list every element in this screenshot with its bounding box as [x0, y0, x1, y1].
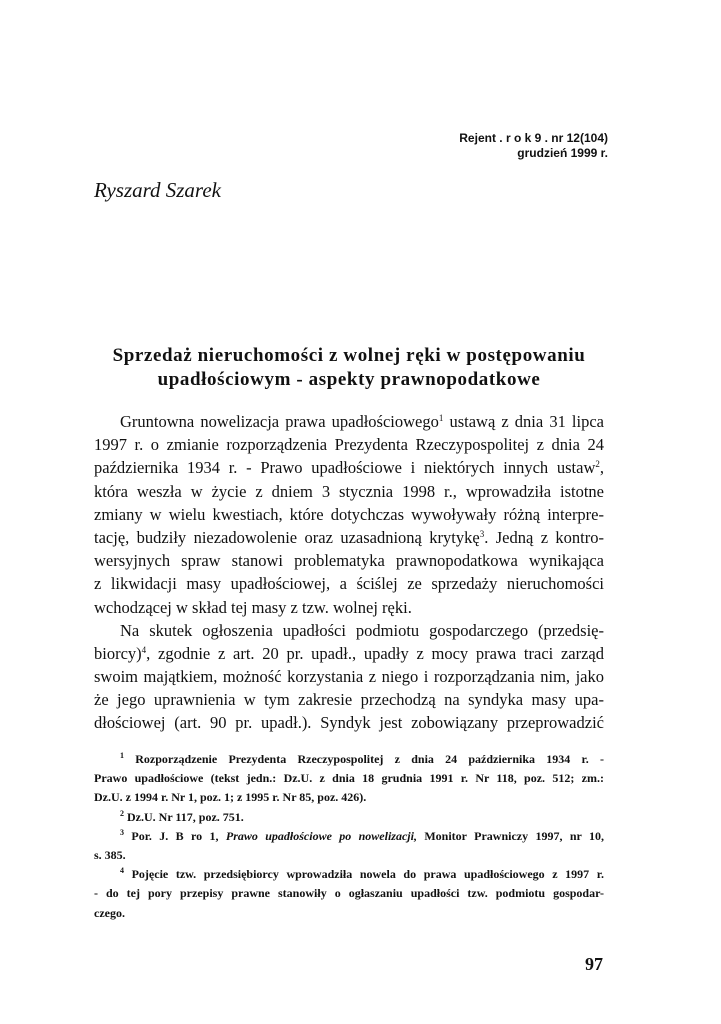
body-line: że jego uprawnienia w tym zakresie przechodzą na syndyka masy upa- — [94, 690, 604, 710]
body-line: Gruntowna nowelizacja prawa upadłościowego$^1$ ustawą z dnia 31 lipca — [120, 412, 604, 431]
page-number: 97 — [585, 954, 603, 974]
body-line: biorcy)$^4$, zgodnie z art. 20 pr. upadł., upadły z mocy prawa traci zarząd — [94, 643, 604, 663]
title-line-2: upadłościowym - aspekty prawnopodatkowe — [157, 369, 541, 390]
article-title — [94, 344, 604, 392]
footnote-line: s. 385. — [94, 847, 126, 862]
footnote-line: - do tej pory przepisy prawne stanowiły o ogłaszaniu upadłości tzw. podmiotu gospodar- — [94, 886, 604, 901]
footnote-2: $^2$ Dz.U. Nr 117, poz. 751. — [120, 808, 244, 824]
title-line-1: Sprzedaż nieruchomości z wolnej ręki w postępowaniu — [112, 345, 586, 366]
body-line: zmiany w wielu kwestiach, które dotychczas wywoływały różną interpre- — [94, 504, 604, 524]
body-line: która weszła w życie z dniem 3 stycznia 1998 r., wprowadziła istotne — [94, 481, 604, 501]
footnote-line: Dz.U. z 1994 r. Nr 1, poz. 1; z 1995 r. Nr 85, poz. 426). — [94, 790, 367, 805]
body-line: października 1934 r. - Prawo upadłościowe i niektórych innych ustaw$^2$, — [94, 458, 604, 478]
body-line: swoim majątkiem, możność korzystania z niego i rozporządzania nim, jako — [94, 667, 604, 687]
body-line: Na skutek ogłoszenia upadłości podmiotu gospodarczego (przedsię- — [120, 620, 604, 640]
journal-date: grudzień 1999 r. — [517, 146, 608, 160]
body-line: dłościowej (art. 90 pr. upadł.). Syndyk jest zobowiązany przeprowadzić — [94, 713, 604, 733]
journal-header — [459, 131, 608, 161]
body-line: 1997 r. o zmianie rozporządzenia Prezydenta Rzeczypospolitej z dnia 24 — [94, 435, 604, 455]
footnote-1: $^1$ Rozporządzenie Prezydenta Rzeczypospolitej z dnia 24 października 1934 r. - — [120, 751, 604, 766]
footnote-ref: 2 — [595, 459, 600, 470]
body-line: wersyjnych spraw stanowi problematyka prawnopodatkowa wynikająca — [94, 551, 604, 571]
author-name: Ryszard Szarek — [94, 178, 221, 202]
footnote-3: $^3$ Por. J. B ro 1, Prawo upadłościowe po nowelizacji, Monitor Prawniczy 1997, nr 10, — [120, 827, 604, 843]
footnotes — [94, 750, 604, 923]
footnote-ref: 1 — [438, 413, 444, 423]
body-line: z likwidacji masy upadłościowej, a ściślej ze sprzedaży nieruchomości — [94, 574, 604, 594]
body-line: wchodzącej w skład tej masy z tzw. wolnej ręki. — [94, 597, 412, 617]
article-body — [94, 410, 604, 735]
journal-issue: Rejent . r o k 9 . nr 12(104) — [459, 131, 608, 145]
footnote-line: czego. — [94, 905, 125, 920]
footnote-ref: 4 — [141, 644, 147, 655]
footnote-4: $^4$ Pojęcie tzw. przedsiębiorcy wprowadziła nowela do prawa upadłościowego z 1997 r. — [120, 866, 604, 882]
body-line: tację, budziły niezadowolenie oraz uzasadnioną krytykę$^3$. Jedną z kontro- — [94, 527, 605, 547]
footnote-ref: 3 — [479, 528, 485, 539]
footnote-line: Prawo upadłościowe (tekst jedn.: Dz.U. z dnia 18 grudnia 1991 r. Nr 118, poz. 512; zm.: — [94, 771, 604, 786]
